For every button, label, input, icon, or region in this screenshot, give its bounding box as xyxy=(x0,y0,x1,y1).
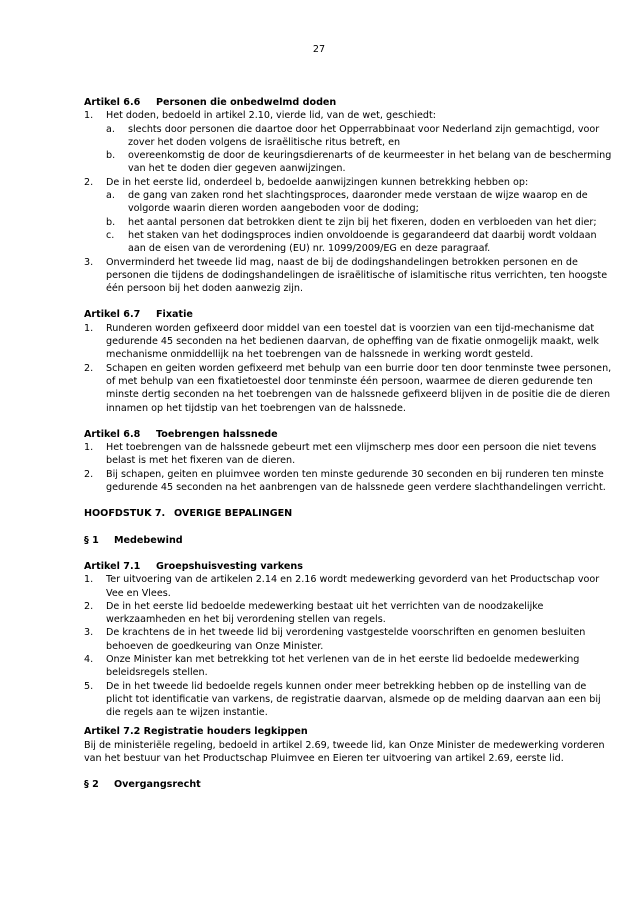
list-item xyxy=(84,680,614,720)
item-number: 1. xyxy=(84,322,94,334)
article-number: Artikel 6.7 xyxy=(84,309,141,321)
article-7-2-heading: Artikel 7.2 Registratie houders legkippen xyxy=(84,726,308,738)
sub-item xyxy=(106,123,614,150)
item-text: Het toebrengen van de halssnede gebeurt met een vlijmscherp mes door een persoon die niet tevens belast is met het fixeren van de dieren. xyxy=(106,442,597,467)
item-text: Ter uitvoering van de artikelen 2.14 en 2.16 wordt medewerking gevorderd van het Productschap voor Vee en Vlees. xyxy=(106,574,600,599)
page-number: 27 xyxy=(312,44,326,55)
item-text: de gang van zaken rond het slachtingsproces, daaronder mede verstaan de wijze waarop en de volgorde waarin dieren worden aangeboden voor de doding; xyxy=(128,190,588,215)
article-6-8-heading xyxy=(84,428,614,441)
item-text: De in het eerste lid, onderdeel b, bedoelde aanwijzingen kunnen betrekking hebben op: xyxy=(106,176,529,188)
article-title: Personen die onbedwelmd doden xyxy=(156,97,337,108)
item-number: 5. xyxy=(84,680,94,692)
item-text: Runderen worden gefixeerd door middel van een toestel dat is voorzien van een tijd-mechanisme dat gedurende 45 seconden na het bedienen daarvan, de opheffing van de fixatie onmogelijk maakt, welk mechanisme onmiddellijk na het toebrengen van de halssnede in werking wordt gesteld. xyxy=(106,322,599,361)
item-text: Schapen en geiten worden gefixeerd met behulp van een burrie door ten door tenminste twee personen, of met behulp van een fixatietoestel door tenminste één persoon, waarmee de dieren gedurende ten minste dertig seconden na het toebrengen van de halssnede gefixeerd blijven in de positie die de dieren innamen op het tijdstip van het toebrengen van de halssnede. xyxy=(106,362,612,414)
article-title: Toebrengen halssnede xyxy=(156,428,278,440)
paragraph-title: Medebewind xyxy=(114,534,183,546)
sub-item xyxy=(106,149,614,176)
item-text: Onze Minister kan met betrekking tot het verlenen van de in het eerste lid bedoelde medewerking beleidsregels stellen. xyxy=(106,653,580,679)
article-6-6-heading xyxy=(84,96,614,109)
paragraph-title: Overgangsrecht xyxy=(114,779,201,791)
item-number: 1. xyxy=(84,442,94,454)
item-number: c. xyxy=(106,229,115,241)
item-number: 2. xyxy=(84,468,94,480)
chapter-number: HOOFDSTUK 7. xyxy=(84,508,166,520)
item-text: De in het eerste lid bedoelde medewerking bestaat uit het verrichten van de noodzakelijke werkzaamheden en het bij verordening stellen van regels. xyxy=(106,600,544,626)
list-item xyxy=(84,626,614,653)
item-text: overeenkomstig de door de keuringsdierenarts of de keurmeester in het belang van de bescherming van het te doden dier gegeven aanwijzingen. xyxy=(128,150,612,175)
item-number: a. xyxy=(106,123,115,135)
item-number: 2. xyxy=(84,600,94,612)
article-number: Artikel 6.6 xyxy=(84,97,141,108)
item-number: 2. xyxy=(84,176,94,188)
list-item xyxy=(84,653,614,680)
list-item xyxy=(84,109,614,122)
list-item xyxy=(84,176,614,189)
item-number: 1. xyxy=(84,574,94,586)
sub-item xyxy=(106,189,614,216)
item-number: 4. xyxy=(84,653,94,665)
article-7-2-text: Bij de ministeriële regeling, bedoeld in artikel 2.69, tweede lid, kan Onze Minister de medewerking vorderen van het bestuur van het Productschap Pluimvee en Eieren ter uitvoering van artikel 2.69, eerste lid. xyxy=(84,739,605,765)
item-number: 1. xyxy=(84,110,94,122)
paragraph-1-heading xyxy=(84,534,614,547)
sub-item xyxy=(106,216,614,229)
item-number: a. xyxy=(106,190,115,202)
item-number: 2. xyxy=(84,362,94,374)
paragraph-2-heading xyxy=(84,778,614,791)
paragraph-number: § 1 xyxy=(84,534,99,546)
item-text: Bij schapen, geiten en pluimvee worden ten minste gedurende 30 seconden en bij runderen ten minste gedurende 45 seconden na het aanbrengen van de halssnede geen verdere slachthandelingen verricht. xyxy=(106,468,606,494)
sub-item xyxy=(106,229,614,256)
list-item xyxy=(84,322,614,362)
item-text: De krachtens de in het tweede lid bij verordening vastgestelde voorschriften en genomen besluiten behoeven de goedkeuring van Onze Minister. xyxy=(106,627,586,652)
article-7-1-heading xyxy=(84,560,614,573)
article-title: Fixatie xyxy=(156,309,193,321)
list-item xyxy=(84,256,614,296)
article-number: Artikel 7.1 xyxy=(84,560,141,572)
item-text: het staken van het dodingsproces indien onvoldoende is gegarandeerd dat daarbij wordt voldaan aan de eisen van de verordening (EU) nr. 1099/2009/EG en deze paragraaf. xyxy=(128,229,597,255)
item-number: b. xyxy=(106,216,116,228)
list-item xyxy=(84,600,614,627)
paragraph-number: § 2 xyxy=(84,779,99,791)
list-item xyxy=(84,441,614,468)
item-text: slechts door personen die daartoe door het Opperrabbinaat voor Nederland zijn gemachtigd, voor zover het doden volgens de israëlitische ritus betreft, en xyxy=(128,123,600,148)
document-body xyxy=(84,96,614,792)
chapter-7-heading xyxy=(84,507,614,520)
article-title: Groepshuisvesting varkens xyxy=(156,560,303,572)
list-item xyxy=(84,362,614,415)
item-text: Onverminderd het tweede lid mag, naast de bij de dodingshandelingen betrokken personen en de personen die tijdens de dodingshandelingen de israëlitische of islamitische ritus verrichten, ten hoogste één persoon bij het doden aanwezig zijn. xyxy=(106,256,608,295)
article-number: Artikel 6.8 xyxy=(84,428,141,440)
article-6-7-heading xyxy=(84,308,614,321)
item-text: De in het tweede lid bedoelde regels kunnen onder meer betrekking hebben op de instelling van de plicht tot identificatie van varkens, de registratie daarvan, alsmede op de melding daarvan aan een bij die regels aan te wijzen instantie. xyxy=(106,680,601,719)
chapter-title: OVERIGE BEPALINGEN xyxy=(174,508,293,520)
item-text: het aantal personen dat betrokken dient te zijn bij het fixeren, doden en verbloeden van het dier; xyxy=(128,216,597,228)
list-item xyxy=(84,573,614,600)
item-number: b. xyxy=(106,150,116,162)
item-number: 3. xyxy=(84,627,94,639)
item-number: 3. xyxy=(84,256,94,268)
list-item xyxy=(84,468,614,495)
item-text: Het doden, bedoeld in artikel 2.10, vierde lid, van de wet, geschiedt: xyxy=(106,110,436,122)
